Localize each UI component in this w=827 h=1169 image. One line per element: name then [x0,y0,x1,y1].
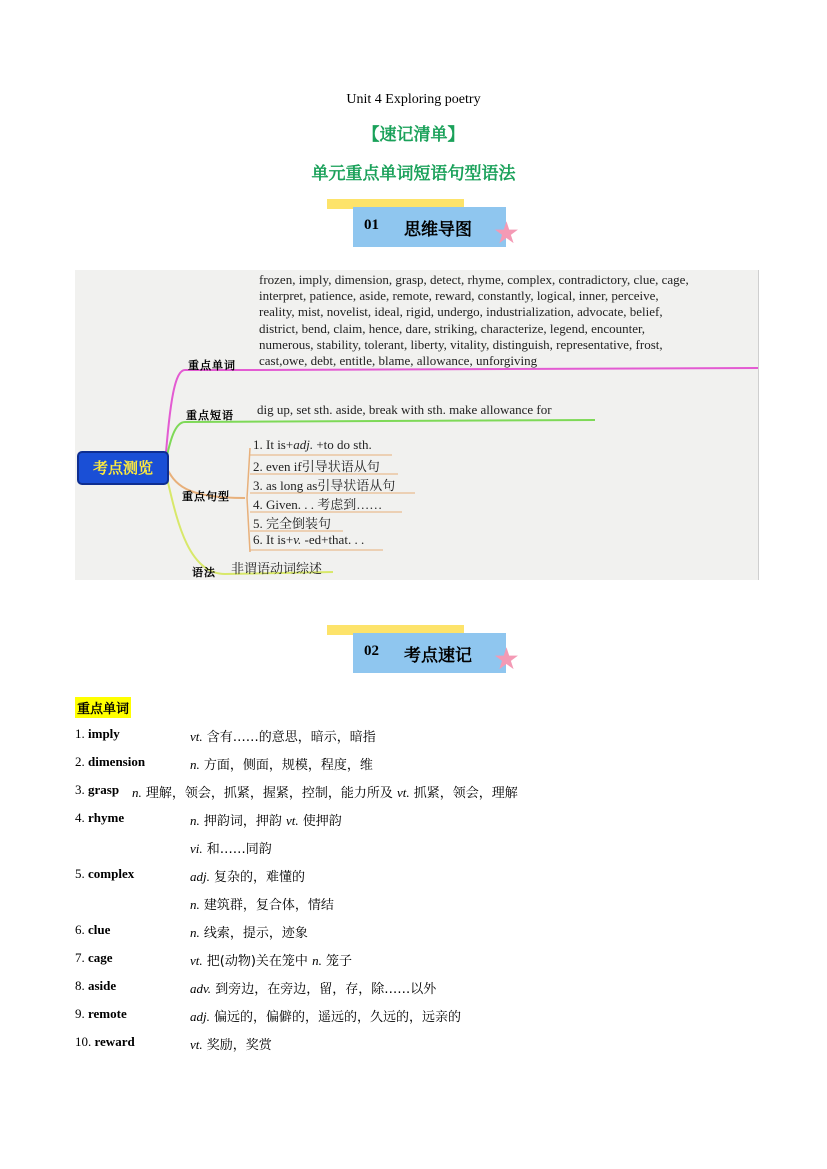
definition-text: 复杂的，难懂的 [209,870,306,885]
mind-map-root-label: 考点测览 [92,459,153,477]
section-banner-key-points [327,625,527,685]
vocab-definition [190,978,436,997]
vocab-definition [190,922,308,941]
grammar-topic: 非谓语动词综述 [231,562,323,577]
definition-text: 到旁边，在旁边，留，存，除……以外 [211,982,437,997]
subtitle-unit-summary: 单元重点单词短语句型语法 [311,164,516,184]
key-words-line: frozen, imply, dimension, grasp, detect, rhyme, complex, contradictory, clue, cage, [259,272,689,287]
branch-label-words: 重点单词 [188,359,236,372]
vocab-word: 2. dimension [75,754,146,769]
definition-text: 押韵词，押韵 [199,814,287,829]
vocab-word: 7. cage [75,950,113,965]
part-of-speech: n. [132,785,142,800]
part-of-speech: vt. [190,953,203,968]
vocab-word: 10. reward [75,1034,135,1049]
mind-map [75,270,759,580]
vocab-definition [190,838,272,857]
definition-text: 使押韵 [298,814,342,829]
part-of-speech: vt. [190,729,203,744]
key-words-line: numerous, stability, tolerant, liberty, vitality, distinguish, representative, frost, [259,336,663,352]
vocab-word: 4. rhyme [75,810,125,825]
part-of-speech: vt. [286,813,299,828]
key-phrases: dig up, set sth. aside, break with sth. make allowance for [257,402,552,417]
definition-text: 偏远的，偏僻的，遥远的，久远的，远亲的 [209,1010,462,1025]
definition-text: 把(动物)关在笼中 [202,954,313,969]
part-of-speech: n. [312,953,322,968]
banner-label: 考点速记 [404,646,472,666]
definition-text: 笼子 [321,954,352,969]
branch-label-grammar: 语法 [192,566,216,579]
pattern-bracket [247,448,250,552]
part-of-speech: n. [190,813,200,828]
vocab-definition [190,1006,461,1025]
star-icon: ★ [493,216,520,251]
definition-text: 和……同韵 [202,842,272,857]
key-words-line: interpret, patience, aside, remote, reward, constantly, logical, inner, perceive, [259,288,659,304]
definition-text: 方面，侧面，规模，程度，维 [199,758,373,773]
section-banner-mindmap [327,199,527,259]
vocab-definition [190,866,305,885]
vocab-definition [190,754,373,773]
definition-text: 抓紧，领会，理解 [409,786,518,801]
subtitle-quick-list: 【速记清单】 [362,125,465,145]
star-icon: ★ [493,642,520,677]
branch-label-patterns: 重点句型 [182,490,230,503]
sentence-pattern-4: 4. Given. . . 考虑到…… [253,497,383,512]
part-of-speech: adj. [190,1009,210,1024]
part-of-speech: adv. [190,981,212,996]
vocab-definition [190,1034,272,1053]
key-words-line: cast,owe, debt, entitle, blame, allowance, unforgiving [259,353,538,369]
branch-line-phrases [165,420,595,465]
sentence-pattern-1: 1. It is+adj. +to do sth. [253,437,372,452]
vocab-word: 3. grasp [75,782,120,797]
sentence-pattern-3: 3. as long as引导状语从句 [253,478,396,493]
sentence-pattern-2: 2. even if引导状语从句 [253,459,380,474]
vocab-definition [190,810,342,829]
vocab-definition [190,894,334,913]
definition-text: 奖励，奖赏 [202,1038,272,1053]
part-of-speech: n. [190,925,200,940]
key-words-line: district, bend, claim, hence, dare, striking, characterize, legend, encounter, [259,320,646,336]
branch-label-phrases: 重点短语 [186,409,234,422]
definition-text: 线索，提示，迹象 [199,926,308,941]
sentence-pattern-6: 6. It is+v. -ed+that. . . [253,532,365,547]
key-words-line: reality, mist, novelist, ideal, rigid, undergo, industrialization, advocate, belief, [259,304,663,320]
definition-text: 含有……的意思，暗示，暗指 [202,730,376,745]
part-of-speech: vt. [190,1037,203,1052]
vocab-definition [190,950,352,969]
vocab-word: 1. imply [75,726,120,741]
vocab-word: 9. remote [75,1006,127,1021]
part-of-speech: adj. [190,869,210,884]
part-of-speech: vi. [190,841,203,856]
definition-text: 理解，领会，抓紧，握紧，控制，能力所及 [141,786,398,801]
part-of-speech: vt. [397,785,410,800]
vocab-definition [132,782,518,801]
key-words-block [259,272,754,369]
definition-text: 建筑群，复合体，情结 [199,898,334,913]
mind-map-root [77,451,169,485]
page-title: Unit 4 Exploring poetry [346,92,481,107]
part-of-speech: n. [190,897,200,912]
banner-number: 01 [364,217,379,233]
banner-label: 思维导图 [404,220,472,240]
vocab-word: 5. complex [75,866,135,881]
sentence-pattern-5: 5. 完全倒装句 [253,516,332,531]
vocab-definition [190,726,376,745]
section-tag-key-words: 重点单词 [75,697,131,718]
vocab-word: 8. aside [75,978,117,993]
part-of-speech: n. [190,757,200,772]
banner-number: 02 [364,643,379,659]
vocab-word: 6. clue [75,922,111,937]
